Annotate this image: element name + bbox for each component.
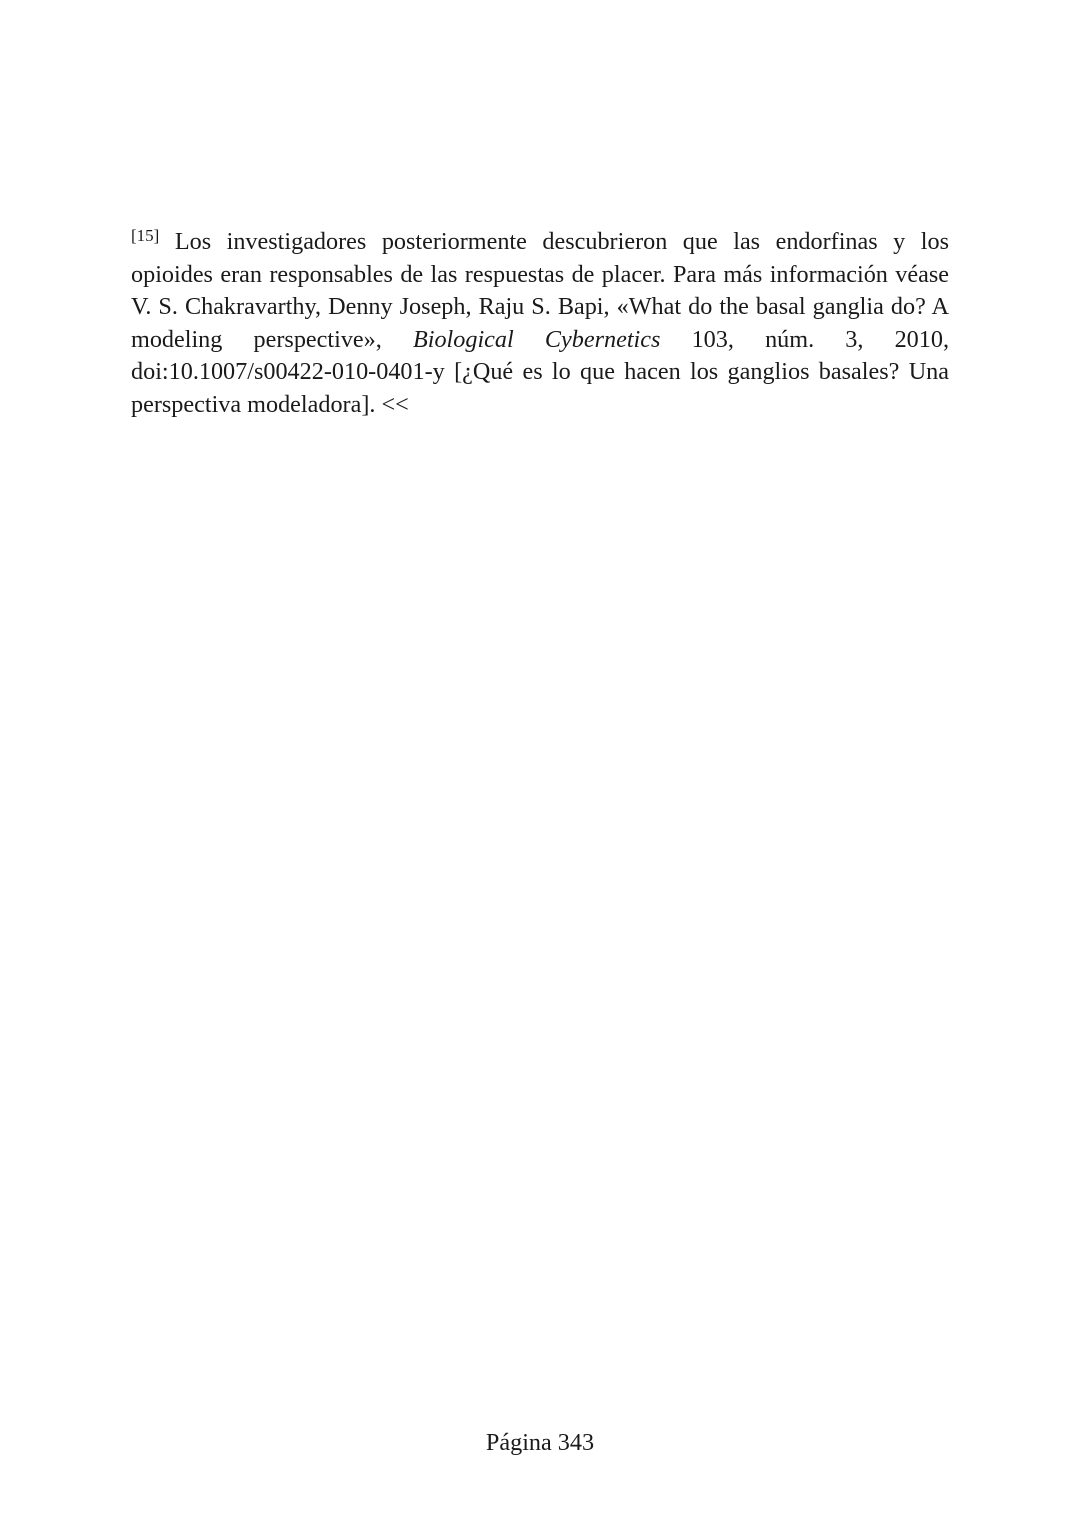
footnote-15: [131, 226, 949, 422]
page-number: Página 343: [485, 1429, 595, 1456]
footnote-text-end: 103, núm. 3, 2010, doi:10.1007/s00422-010-0401-y [¿Qué es lo que hacen los ganglios basales? Una perspectiva modeladora].: [131, 325, 949, 418]
footnote-text-start: Los investigadores posteriormente descubrieron que las endorfinas y los opioides eran responsables de las respuestas de placer. Para más información véase V. S. Chakravarthy, Denny Joseph, Raju S. Bapi, «What do the basal ganglia do? A modeling perspective»,: [131, 228, 949, 353]
back-to-text-link[interactable]: <<: [381, 390, 409, 418]
footnote-number: [15]: [131, 226, 160, 245]
journal-title: Biological Cybernetics: [412, 325, 661, 353]
